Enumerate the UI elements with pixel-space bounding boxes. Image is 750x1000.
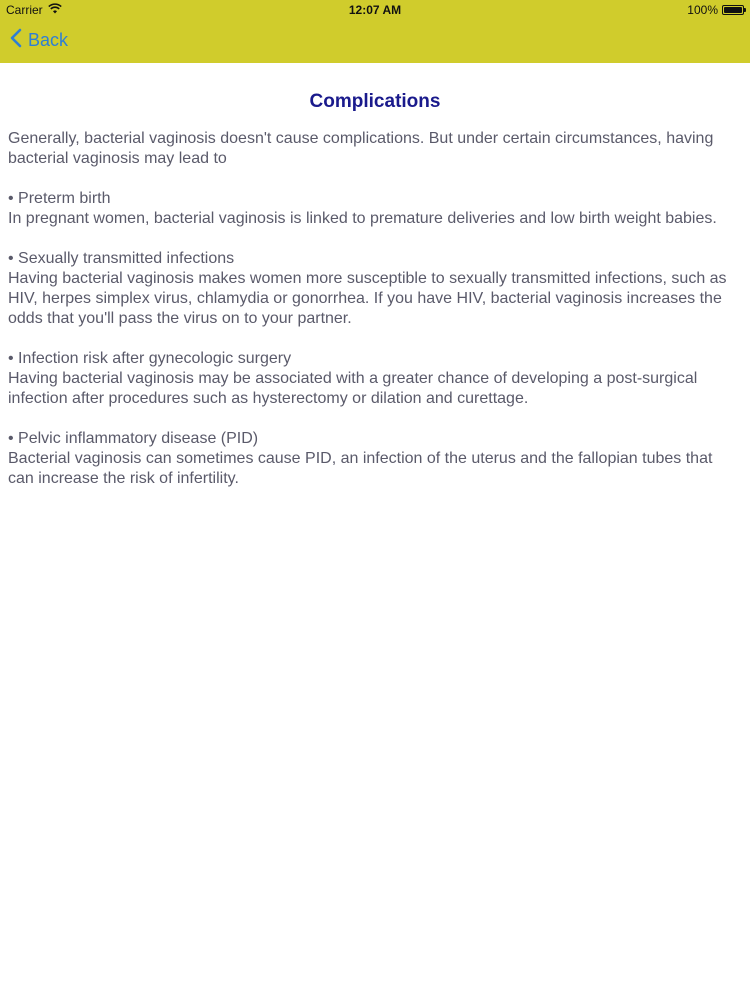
- section-heading: • Infection risk after gynecologic surgery: [8, 350, 292, 367]
- section-heading: • Preterm birth: [8, 190, 111, 207]
- section-sti: [8, 249, 742, 329]
- navigation-bar: [0, 20, 750, 63]
- section-preterm-birth: [8, 189, 742, 229]
- status-bar: [0, 0, 750, 20]
- intro-paragraph: Generally, bacterial vaginosis doesn't cause complications. But under certain circumstances, having bacterial vaginosis may lead to: [8, 130, 714, 167]
- back-button[interactable]: [10, 28, 68, 53]
- status-right: [687, 3, 744, 17]
- battery-percent: 100%: [687, 3, 718, 17]
- section-body: Having bacterial vaginosis makes women more susceptible to sexually transmitted infections, such as HIV, herpes simplex virus, chlamydia or gonorrhea. If you have HIV, bacterial vaginosis increases the odds that you'll pass the virus on to your partner.: [8, 270, 727, 327]
- article-content: [8, 90, 742, 509]
- section-pid: [8, 429, 742, 489]
- battery-icon: [722, 5, 744, 15]
- carrier-label: Carrier: [6, 3, 43, 17]
- section-body: Having bacterial vaginosis may be associated with a greater chance of developing a post-surgical infection after procedures such as hysterectomy or dilation and curettage.: [8, 370, 698, 407]
- section-surgery-infection: [8, 349, 742, 409]
- section-heading: • Sexually transmitted infections: [8, 250, 235, 267]
- page-title: Complications: [309, 91, 441, 112]
- section-body: Bacterial vaginosis can sometimes cause PID, an infection of the uterus and the fallopian tubes that can increase the risk of infertility.: [8, 450, 713, 487]
- top-bar: [0, 0, 750, 63]
- back-label: Back: [28, 30, 69, 50]
- chevron-left-icon: [10, 28, 22, 53]
- section-body: In pregnant women, bacterial vaginosis is linked to premature deliveries and low birth weight babies.: [8, 210, 717, 227]
- status-time: 12:07 AM: [348, 3, 402, 17]
- section-heading: • Pelvic inflammatory disease (PID): [8, 430, 259, 447]
